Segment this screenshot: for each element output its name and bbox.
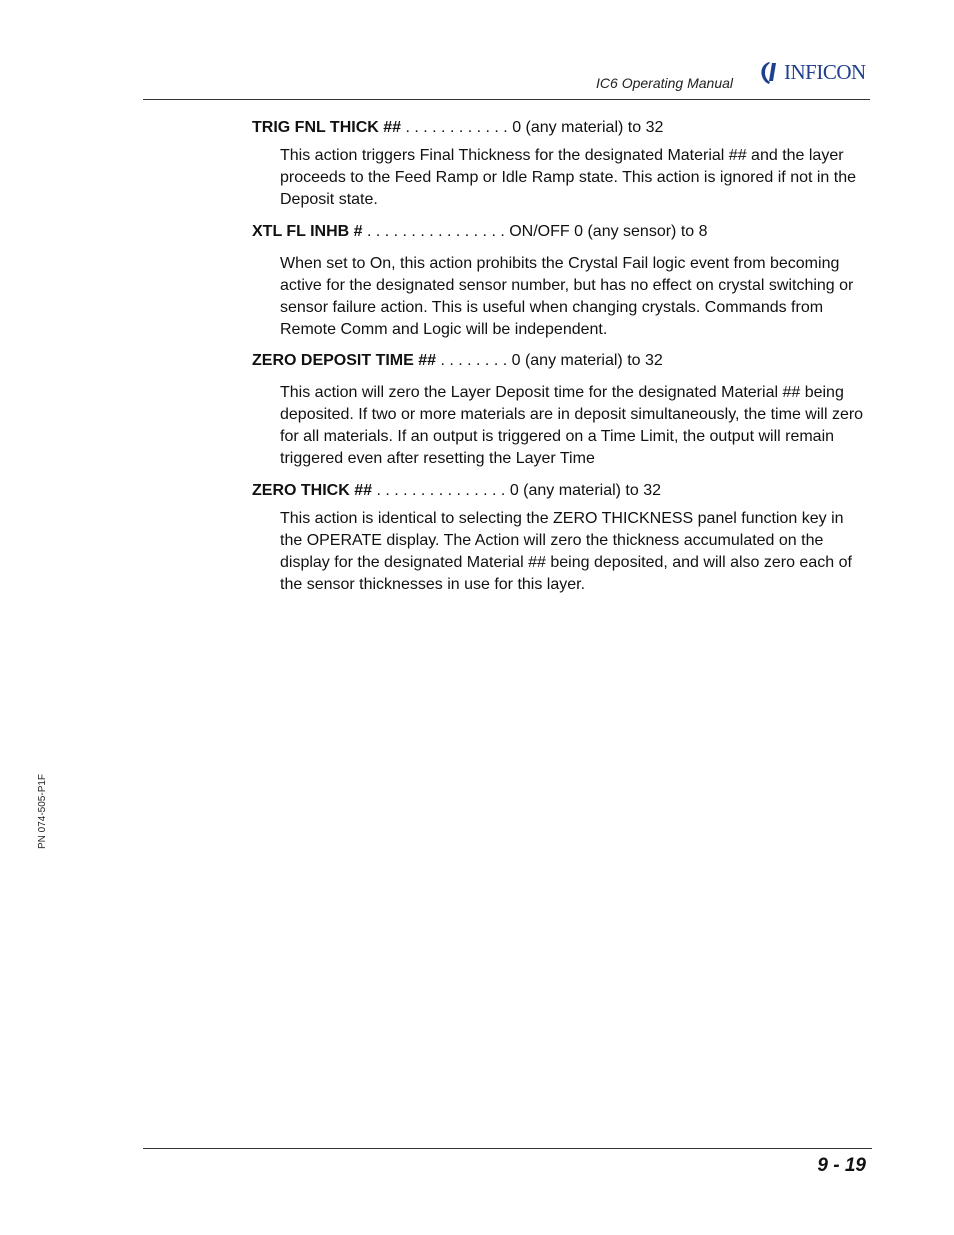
entry-range: ON/OFF 0 (any sensor) to 8	[509, 223, 708, 240]
entry-term: ZERO DEPOSIT TIME ##	[252, 352, 437, 369]
entry-term: ZERO THICK ##	[252, 482, 373, 499]
footer-rule	[143, 1148, 872, 1149]
entry-description: When set to On, this action prohibits the Crystal Fail logic event from becoming active for the designated sensor number, but has no effect on crystal switching or sensor failure action. This is useful when changing crystals. Commands from Remote Comm and Logic will be independent.	[280, 255, 854, 338]
entry-term: XTL FL INHB #	[252, 223, 363, 240]
entry-range: 0 (any material) to 32	[511, 352, 663, 369]
entry-leader: . . . . . . . .	[436, 352, 512, 369]
entry-heading	[252, 350, 663, 372]
entry-range: 0 (any material) to 32	[512, 119, 664, 136]
entry-description: This action is identical to selecting the ZERO THICKNESS panel function key in the OPERATE display. The Action will zero the thickness accumulated on the display for the designated Material ## being deposited, and will also zero each of the sensor thicknesses in use for this layer.	[280, 510, 852, 593]
entry-description: This action triggers Final Thickness for the designated Material ## and the layer proceeds to the Feed Ramp or Idle Ramp state. This action is ignored if not in the Deposit state.	[280, 147, 857, 208]
part-number: PN 074-505-P1F	[37, 773, 48, 849]
inficon-logo-mark-icon	[759, 59, 783, 85]
entry-leader: . . . . . . . . . . . . . . .	[372, 482, 510, 499]
entry-term: TRIG FNL THICK ##	[252, 119, 402, 136]
entry-heading	[252, 117, 663, 139]
header-rule	[143, 99, 870, 100]
entry-heading	[252, 221, 708, 243]
entry-range: 0 (any material) to 32	[509, 482, 662, 499]
inficon-logo	[759, 58, 866, 86]
entry-heading	[252, 480, 661, 502]
entry-leader: . . . . . . . . . . . .	[401, 119, 513, 136]
entry-leader: . . . . . . . . . . . . . . . .	[362, 223, 510, 240]
manual-title: IC6 Operating Manual	[596, 75, 733, 91]
entry-description: This action will zero the Layer Deposit time for the designated Material ## being deposited. If two or more materials are in deposit simultaneously, the time will zero for all materials. If an output is triggered on a Time Limit, the output will remain triggered even after resetting the Layer Time	[280, 384, 864, 467]
logo-text: INFICON	[784, 59, 866, 84]
page-number: 9 - 19	[817, 1155, 866, 1176]
